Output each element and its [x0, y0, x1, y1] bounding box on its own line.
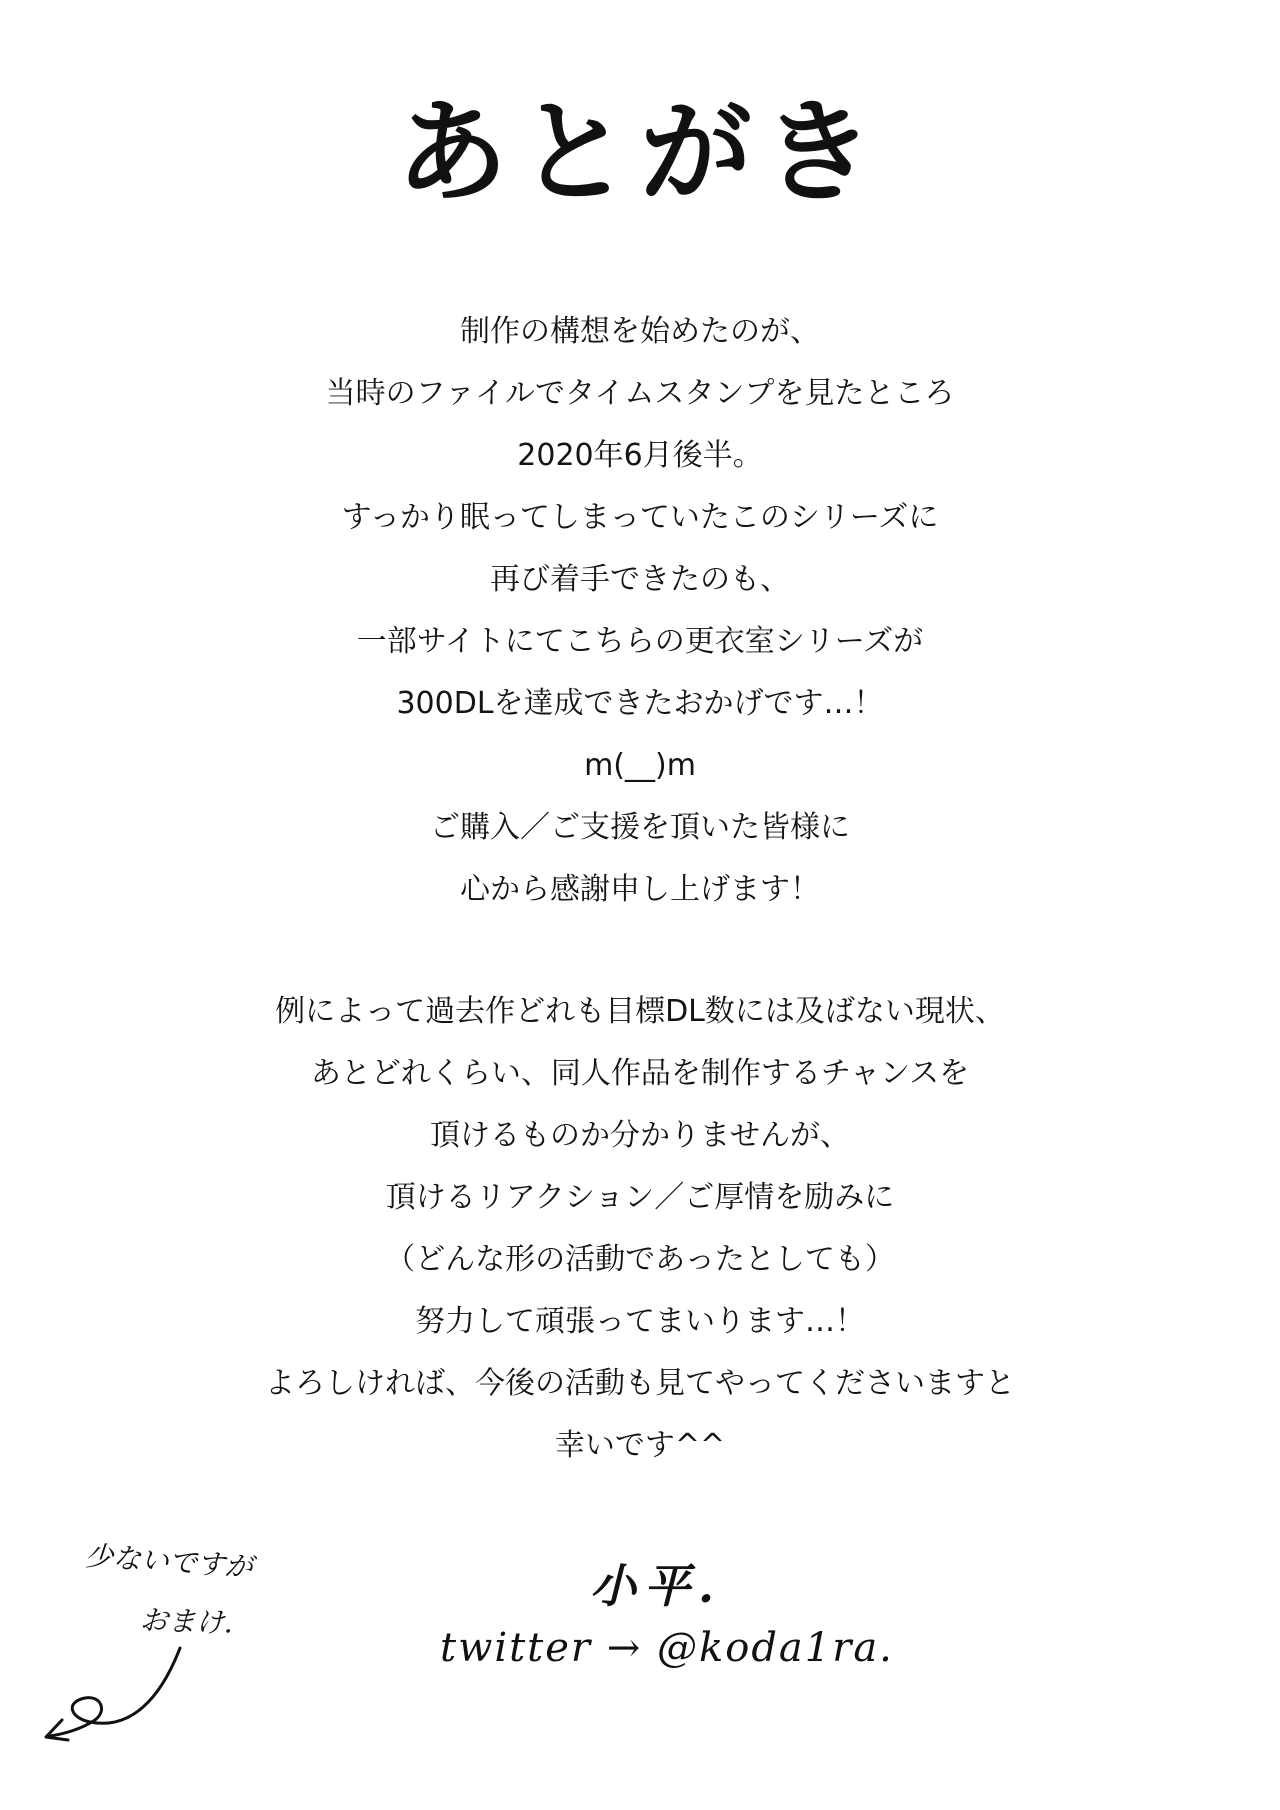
body-line: 制作の構想を始めたのが、 [460, 314, 820, 349]
body-line: ご購入／ご支援を頂いた皆様に [430, 810, 850, 845]
body-line: m(__)m [584, 748, 696, 783]
twitter-handle: twitter → @koda1ra. [440, 1625, 894, 1671]
body-line: 例によって過去作どれも目標DL数には及ばない現状、 [275, 994, 1005, 1029]
body-line: 当時のファイルでタイムスタンプを見たところ [325, 376, 955, 411]
omake-note-line1: 少ないですが [83, 1539, 254, 1584]
omake-note-line2: おまけ. [139, 1603, 234, 1640]
body-line: よろしければ、今後の活動も見てやってくださいますと [265, 1366, 1015, 1401]
body-line: 300DLを達成できたおかげです…！ [396, 686, 884, 721]
body-line: 一部サイトにてこちらの更衣室シリーズが [356, 624, 924, 659]
body-line: 努力して頑張ってまいります…！ [415, 1304, 865, 1339]
body-line: 幸いです^^ [554, 1428, 726, 1463]
author-signature: 小平. [590, 1559, 723, 1613]
body-line: 心から感謝申し上げます！ [460, 872, 820, 907]
body-line: 再び着手できたのも、 [490, 562, 790, 597]
body-line: すっかり眠ってしまっていたこのシリーズに [341, 500, 939, 535]
body-line: 頂けるものか分かりませんが、 [430, 1118, 850, 1153]
hand-drawn-arrow-icon [40, 1640, 190, 1750]
body-line: （どんな形の活動であったとしても） [385, 1242, 895, 1277]
body-line: 2020年6月後半。 [517, 438, 763, 473]
page-title: あとがき [396, 87, 884, 218]
body-line: 頂けるリアクション／ご厚情を励みに [385, 1180, 895, 1215]
body-line: あとどれくらい、同人作品を制作するチャンスを [310, 1056, 970, 1091]
